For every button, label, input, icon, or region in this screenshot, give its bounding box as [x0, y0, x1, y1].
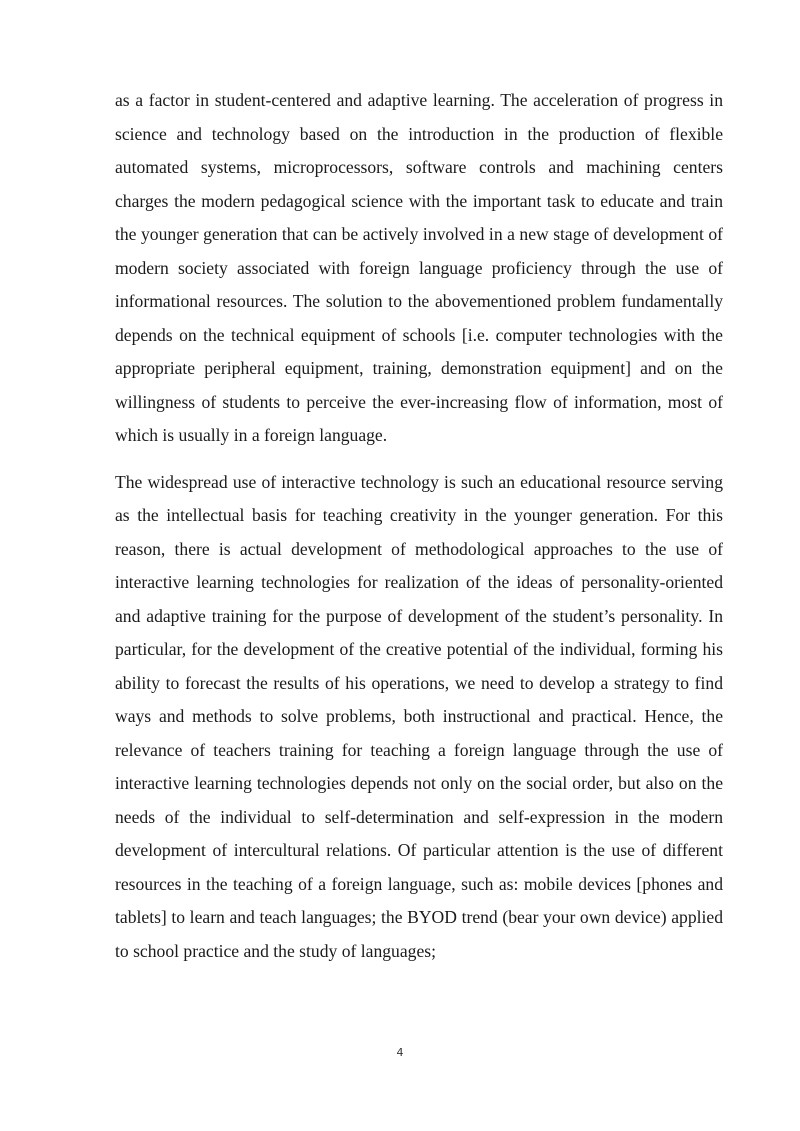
paragraph-1: as a factor in student-centered and adaptive learning. The acceleration of progress in science and technology based on the introduction in the production of flexible automated systems, microprocessors, software controls and machining centers charges the modern pedagogical science with the important task to educate and train the younger generation that can be actively involved in a new stage of development of modern society associated with foreign language proficiency through the use of informational resources. The solution to the abovementioned problem fundamentally depends on the technical equipment of schools [i.e. computer technologies with the appropriate peripheral equipment, training, demonstration equipment] and on the willingness of students to perceive the ever-increasing flow of information, most of which is usually in a foreign language.	[115, 90, 723, 445]
page-number: 4	[396, 1046, 404, 1059]
paragraph-2: The widespread use of interactive technology is such an educational resource serving as the intellectual basis for teaching creativity in the younger generation. For this reason, there is actual development of methodological approaches to the use of interactive learning technologies for realization of the ideas of personality-oriented and adaptive training for the purpose of development of the student’s personality. In particular, for the development of the creative potential of the individual, forming his ability to forecast the results of his operations, we need to develop a strategy to find ways and methods to solve problems, both instructional and practical. Hence, the relevance of teachers training for teaching a foreign language through the use of interactive learning technologies depends not only on the social order, but also on the needs of the individual to self-determination and self-expression in the modern development of intercultural relations. Of particular attention is the use of different resources in the teaching of a foreign language, such as: mobile devices [phones and tablets] to learn and teach languages; the BYOD trend (bear your own device) applied to school practice and the study of languages;	[115, 471, 723, 961]
document-body	[115, 84, 723, 968]
